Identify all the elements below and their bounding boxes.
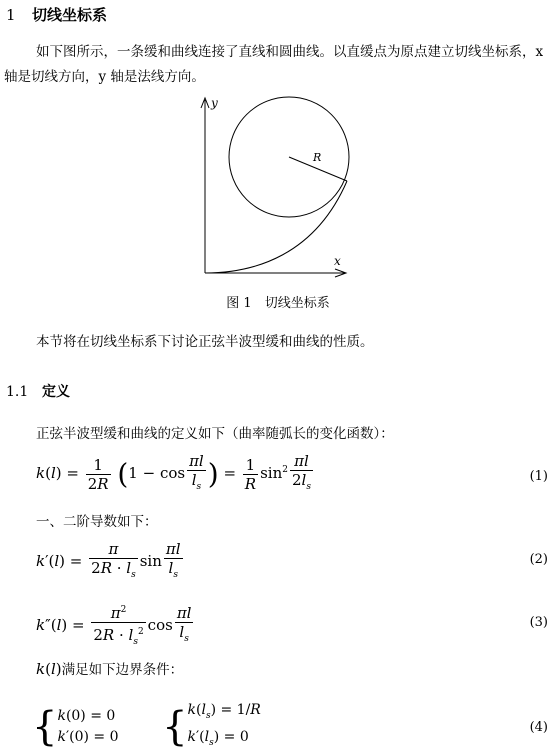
- radius-label: R: [313, 151, 322, 164]
- tangent-coordinate-figure: [195, 95, 365, 280]
- subsection-number: 1.1: [6, 384, 29, 400]
- section-1-heading: [6, 4, 107, 25]
- equation-3-number: (3): [529, 615, 548, 630]
- x-axis-label: x: [334, 254, 341, 268]
- boundary-text: 满足如下边界条件：: [61, 662, 184, 678]
- paragraph-derivatives: 一、二阶导数如下：: [36, 514, 158, 530]
- equation-1: k(l) = $\frac{1}{2R}$ (1 − cos $\frac{\pi l}{l_s}$ ) = $\frac{1}{R}$ $\sin^2$ $\frac{\pi l}{2l_s}$: [36, 452, 315, 496]
- subsection-title: 定义: [42, 384, 70, 400]
- figure-caption: 图 1 切线坐标系: [226, 296, 330, 311]
- paragraph-definition: 正弦半波型缓和曲线的定义如下（曲率随弧长的变化函数）：: [36, 426, 394, 442]
- paragraph-intro: 如下图所示，一条缓和曲线连接了直线和圆曲线。以直缓点为原点建立切线坐标系，x 轴是切线方向，y 轴是法线方向。: [4, 44, 544, 85]
- equation-3: k″(l) = $\frac{\pi^2}{2R \cdot l_s^2}$ cos $\frac{\pi l}{l_s}$: [36, 601, 195, 651]
- section-title: 切线坐标系: [32, 6, 108, 24]
- equation-2: k′(l) = $\frac{\pi}{2R \cdot l_s}$ sin $\frac{\pi l}{l_s}$: [36, 540, 185, 584]
- equation-4: {k(0) = 0 k′(0) = 0 {$k(l_s) = 1/R$ $k'(l_s) = 0$: [32, 702, 261, 750]
- paragraph-scope: 本节将在切线坐标系下讨论正弦半波型缓和曲线的性质。: [36, 334, 374, 350]
- equation-2-number: (2): [529, 552, 548, 567]
- paragraph-boundary: k(l)满足如下边界条件：: [36, 660, 184, 678]
- transition-curve: [205, 181, 347, 273]
- y-axis-label: y: [211, 96, 218, 110]
- section-number: 1: [6, 6, 16, 24]
- section-1-1-heading: [6, 381, 70, 401]
- equation-4-number: (4): [529, 720, 548, 735]
- equation-1-number: (1): [529, 469, 548, 484]
